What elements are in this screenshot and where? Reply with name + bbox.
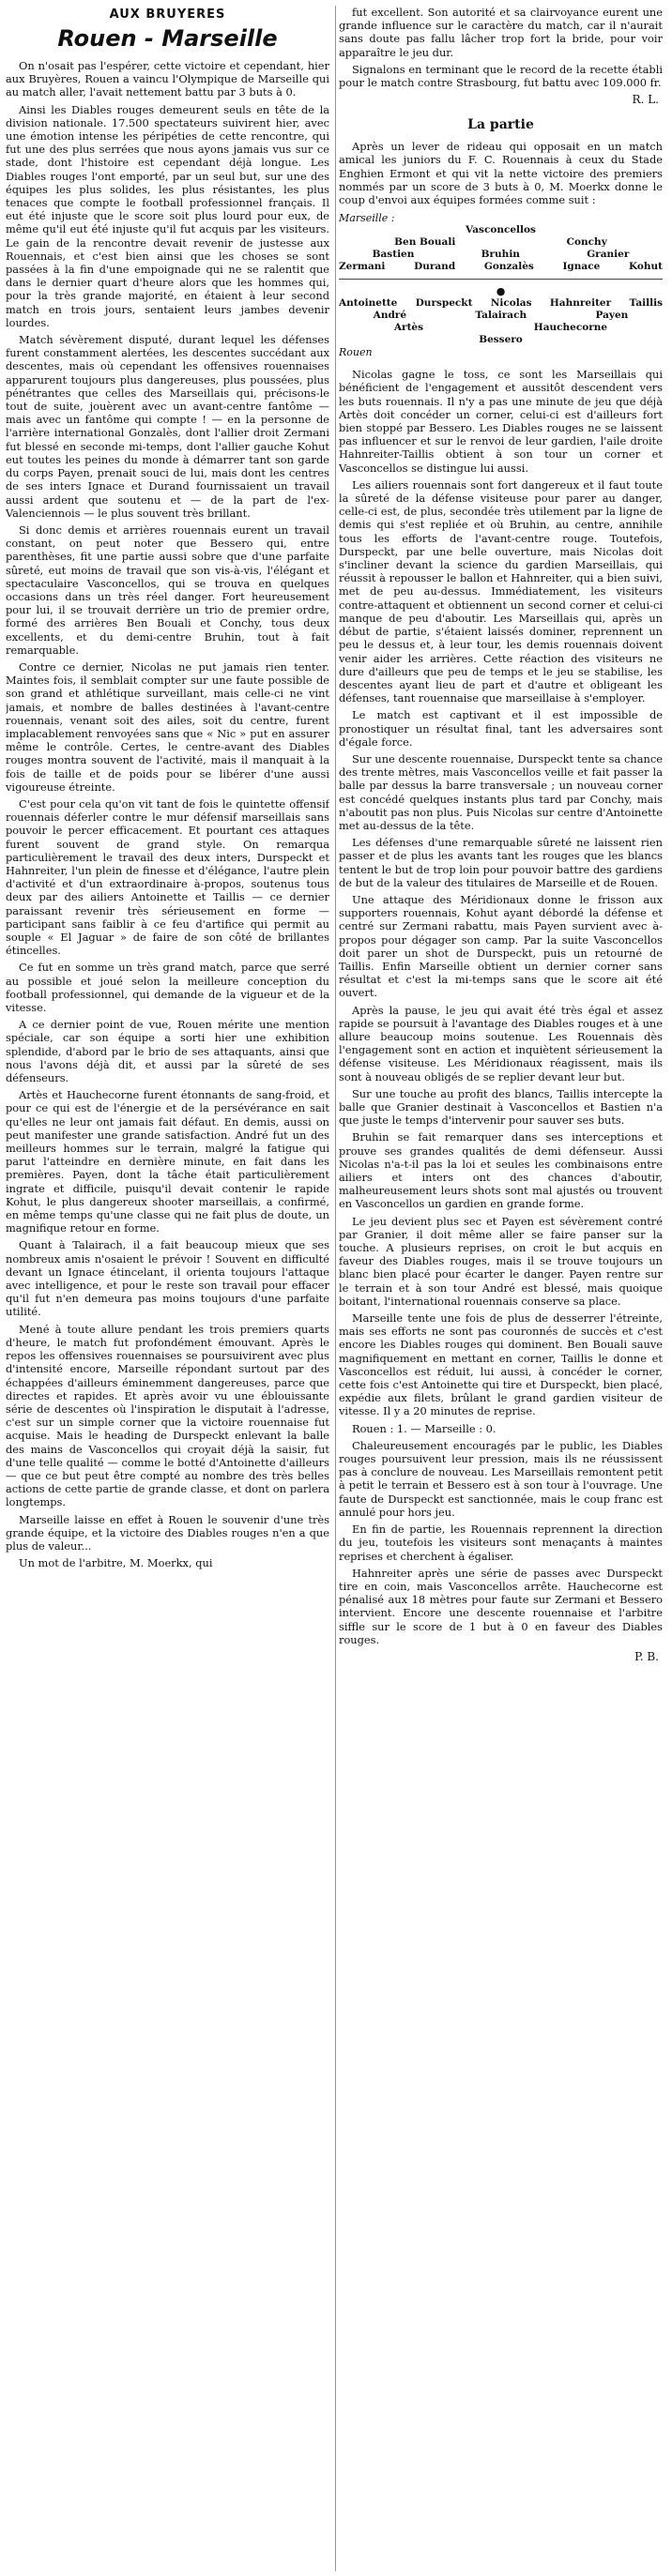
player-name: Zermani: [339, 261, 386, 273]
paragraph: Hahnreiter après une série de passes avec Durspeckt tire en coin, mais Vasconcellos arrête. Hauchecorne est pénalisé aux 18 mètres pour faute sur Zermani et Bessero intervient. Encore une descente rouennaise et l'arbitre siffle sur le score de 1 but à 0 en faveur des Diables rouges.: [339, 1566, 663, 1646]
player-name: Talairach: [475, 310, 527, 322]
player-name: Durspeckt: [415, 297, 473, 310]
team-lineups: [339, 212, 663, 358]
paragraph: En fin de partie, les Rouennais reprennent la direction du jeu, toutefois les visiteurs sont menaçants à maintes reprises et cherchent à égaliser.: [339, 1523, 663, 1563]
lineup-divider: [339, 279, 663, 280]
column-divider: [335, 6, 336, 2571]
ball-icon: ●: [496, 285, 506, 298]
paragraph: Chaleureusement encouragés par le public, les Diables rouges poursuivent leur pression, mais ils ne réussissent pas à conclure de nouveau. Les Marseillais remontent petit à petit le terrain et Bessero est à son tour à l'ouvrage. Une faute de Durspeckt est sanctionnée, mais le coup franc est annulé pour hors jeu.: [339, 1438, 663, 1519]
player-name: Antoinette: [339, 297, 398, 310]
lineup-marseille: [339, 224, 663, 273]
paragraph: Artès et Hauchecorne furent étonnants de sang-froid, et pour ce qui est de l'énergie et de la persévérance en sait qu'elles ne leur ont jamais fait défaut. En demis, aussi on peut manifester une grande satisfaction. André fut un des meilleurs hommes sur le terrain, malgré la fatigue qui parut l'atteindre en dernière minute, en fait dans les premières. Payen, dont la tâche était particulièrement ingrate et difficile, puisqu'il devait contenir le rapide Kohut, le plus dangereux shooter marseillais, a confirmé, en même temps qu'une classe qui ne fait plus de doute, un magnifique retour en forme.: [6, 1088, 329, 1235]
lineup-row: [339, 297, 663, 310]
paragraph: Ainsi les Diables rouges demeurent seuls en tête de la division nationale. 17.500 spectateurs suivirent hier, avec une émotion intense les péripéties de cette rencontre, qui fut une des plus serrées que nous ayons jamais vus sur ce stade, dont l'histoire est cependant déjà longue. Les Diables rouges l'ont emporté, par un seul but, sur une des équipes les plus solides, les plus résistantes, les plus tenaces que compte le football professionnel français. Il eut été injuste que le score soit plus lourd pour eux, de même qu'il eut été injuste qu'il fut acquis par les visiteurs. Le gain de la rencontre devait revenir de justesse aux Rouennais, et c'est bien ainsi que les choses se sont passées à la fin d'une empoignade qui ne se ralentit que dans le dernier quart d'heure alors que les hommes qui, pour la très grande majorité, en étaient à leur second match en trois jours, sentaient leurs jambes devenir lourdes.: [6, 102, 329, 329]
paragraph: Après un lever de rideau qui opposait en un match amical les juniors du F. C. Rouennais à ceux du Stade Enghien Ermont et qui vit la nette victoire des premiers nommés par un score de 3 buts à 0, M. Moerkx donne le coup d'envoi aux équipes formées comme suit :: [339, 140, 663, 207]
column-left: [6, 6, 329, 2571]
paragraph: On n'osait pas l'espérer, cette victoire et cependant, hier aux Bruyères, Rouen a vaincu l'Olympique de Marseille qui au match aller, l'avait nettement battu par 3 buts à 0.: [6, 59, 329, 99]
lineup-rouen: [339, 297, 663, 346]
lineup-row: [339, 334, 663, 346]
paragraph: Nicolas gagne le toss, ce sont les Marseillais qui bénéficient de l'engagement et aussitôt descendent vers les buts rouennais. Il n'y a pas une minute de jeu que déjà Artès doit concéder un corner, celui-ci est d'ailleurs fort bien stoppé par Bessero. Les Diables rouges ne se laissent pas influencer et sur le renvoi de leur gardien, l'aile droite Hahnreiter-Taillis obtient à son tour un corner et Vasconcellos se distingue lui aussi.: [339, 368, 663, 475]
column-left-body: [6, 59, 329, 1569]
lineup-row: [339, 261, 663, 273]
paragraph: Contre ce dernier, Nicolas ne put jamais rien tenter. Maintes fois, il semblait compter sur une faute possible de son grand et athlétique surveillant, mais celle-ci ne vint jamais, et nombre de balles destinées à l'avant-centre rouennais, venant soit des ailes, soit du centre, furent implacablement renvoyées sans que « Nic » put en assurer même le contrôle. Certes, le centre-avant des Diables rouges montra souvent de l'activité, mais il manquait à la fois de taille et de poids pour se libérer d'une aussi vigoureuse étreinte.: [6, 659, 329, 794]
player-name: Conchy: [566, 236, 607, 249]
lineup-row: [339, 249, 663, 261]
paragraph: Une attaque des Méridionaux donne le frisson aux supporters rouennais, Kohut ayant débordé la défense et centré sur Zermani rabattu, mais Payen survient avec à-propos pour dégager son camp. Par la suite Vasconcellos doit parer un shot de Durspeckt, puis un retourné de Taillis. Enfin Marseille obtient un dernier corner sans résultat et c'est la mi-temps sans que le score ait été ouvert.: [339, 892, 663, 1000]
paragraph: Après la pause, le jeu qui avait été très égal et assez rapide se poursuit à l'avantage des Diables rouges et à une allure beaucoup moins soutenue. Les Rouennais dès l'engagement sont en action et inquiètent sérieusement la défense visiteuse. Les Méridionaux réagissent, mais ils sont à nouveau obligés de se replier devant leur but.: [339, 1003, 663, 1083]
paragraph: Le jeu devient plus sec et Payen est sévèrement contré par Granier, il doit même aller se faire panser sur la touche. A plusieurs reprises, on croit le but acquis en faveur des Diables rouges, mais il se trouve toujours un blanc bien placé pour écarter le danger. Payen rentre sur le terrain et à son tour André est blessé, mais quoique boitant, l'international rouennais conserve sa place.: [339, 1214, 663, 1308]
section-heading: La partie: [467, 117, 534, 133]
player-name: Payen: [595, 310, 629, 322]
paragraph: Quant à Talairach, il a fait beaucoup mieux que ses nombreux amis n'osaient le prévoir ! Souvent en difficulté devant un Ignace étincelant, il orienta toujours l'attaque avec intelligence, et pour le reste son travail pour effacer qu'il fut n'en demeura pas moins toujours d'une parfaite utilité.: [6, 1238, 329, 1319]
team-label-marseille: Marseille :: [339, 212, 395, 225]
paragraph: Rouen : 1. — Marseille : 0.: [352, 1421, 496, 1435]
player-name: André: [373, 310, 407, 322]
partie-intro: [339, 140, 663, 206]
player-name: Hahnreiter: [549, 297, 612, 310]
paragraph: Mené à toute allure pendant les trois premiers quarts d'heure, le match fut profondément émouvant. Après le repos les offensives rouennaises se poursuivirent avec plus d'intensité encore, Marseille répondant surtout par des échappées d'ailleurs éminemment dangereuses, parce que directes et rapides. Et après avoir vu une éblouissante série de descentes où l'inspiration le disputait à l'adresse, c'est sur un simple corner que la victoire rouennaise fut acquise. Mais le heading de Durspeckt enlevant la balle des mains de Vasconcellos qui croyait déjà la saisir, fut d'une telle qualité — comme le botté d'Antoinette d'ailleurs — que ce but peut être compté au nombre des très belles actions de cette partie de grande classe, et dont on parlera longtemps.: [6, 1322, 329, 1509]
column-right-intro: [339, 6, 663, 89]
paragraph: Si donc demis et arrières rouennais eurent un travail constant, on peut noter que Bessero qui, entre parenthèses, fit une partie aussi sobre que d'une parfaite sûreté, eut moins de travail que son vis-à-vis, l'élégant et spectaculaire Vasconcellos, qui se trouva en quelques occasions dans un très réel danger. Fort heureusement pour lui, il se trouvait derrière un trio de premier ordre, formé des arrières Ben Bouali et Conchy, tous deux excellents, et du demi-centre Bruhin, tout à fait remarquable.: [6, 523, 329, 657]
paragraph: Sur une descente rouennaise, Durspeckt tente sa chance des trente mètres, mais Vasconcellos veille et fait passer la balle par dessus la barre transversale ; un nouveau corner est concédé quelques instants plus tard par Conchy, mais n'aboutit pas non plus. Puis Nicolas sur centre d'Antoinette met au-dessus de la tête.: [339, 751, 663, 832]
paragraph: Les ailiers rouennais sont fort dangereux et il faut toute la sûreté de la défense visiteuse pour parer au danger, celle-ci est, de plus, secondée très utilement par la ligne de demis qui s'est repliée et où Bruhin, au centre, annihile tous les efforts de l'avant-centre rouge. Toutefois, Durspeckt, par une belle ouverture, mais Nicolas doit s'incliner devant la science du gardien Marseillais, qui réussit à repousser le ballon et Hahnreiter, qui a bien suivi, met de peu au-dessus. Immédiatement, les visiteurs contre-attaquent et obtiennent un second corner et celui-ci manque de peu d'aboutir. Les Marseillais qui, après un début de partie, s'étaient laissés dominer, reprennent un peu le dessus et, à leur tour, les demis rouennais doivent venir aider les arrières. Cette réaction des visiteurs ne dure d'ailleurs que peu de temps et le jeu se stabilise, les descentes ayant lieu de part et d'autre et obligeant les défenses, tant rouennaise que marseillaise à s'employer.: [339, 477, 663, 705]
paragraph: Le match est captivant et il est impossible de pronostiquer un résultat final, tant les adversaires sont d'égale force.: [339, 708, 663, 749]
player-name: Hauchecorne: [533, 322, 608, 334]
match-report-body: [339, 368, 663, 1646]
paragraph: Marseille tente une fois de plus de desserrer l'étreinte, mais ses efforts ne sont pas couronnés de succès et c'est encore les Diables rouges qui dominent. Ben Bouali sauve magnifiquement en mettant en corner, Taillis le donne et Vasconcellos est réduit, lui aussi, à concéder le corner, cette fois c'est Antoinette qui tire et Durspeckt, bien placé, expédie aux filets, brûlant le grand gardien visiteur de vitesse. Il y a 20 minutes de reprise.: [339, 1311, 663, 1418]
team-label-rouen: Rouen: [339, 346, 373, 359]
player-name: Artès: [393, 322, 424, 334]
paragraph: Signalons en terminant que le record de la recette établi pour le match contre Strasbourg, fut battu avec 109.000 fr.: [339, 62, 663, 90]
player-name: Bastien: [372, 249, 415, 261]
paragraph: Sur une touche au profit des blancs, Taillis intercepte la balle que Granier destinait à Vasconcellos et Bastien n'a que juste le temps d'intervenir pour sauver ses buts.: [339, 1086, 663, 1128]
paragraph: Marseille laisse en effet à Rouen le souvenir d'une très grande équipe, et la victoire des Diables rouges n'en a que plus de valeur...: [6, 1512, 329, 1553]
paragraph: Un mot de l'arbitre, M. Moerkx, qui: [19, 1556, 213, 1570]
player-name: Gonzalès: [483, 261, 534, 273]
lineup-row: [339, 322, 663, 334]
signature-pb: P. B.: [634, 1649, 659, 1663]
headline: Rouen - Marseille: [57, 25, 278, 52]
player-name: Vasconcellos: [466, 224, 536, 236]
column-right: [339, 6, 663, 2571]
paragraph: Ce fut en somme un très grand match, parce que serré au possible et joué selon la meilleure conception du football professionnel, qui demande de la vigueur et de la vitesse.: [6, 961, 329, 1015]
kicker: AUX BRUYERES: [109, 8, 226, 22]
lineup-row: [339, 310, 663, 322]
paragraph: Match sévèrement disputé, durant lequel les défenses furent constamment alertées, les descentes succédant aux descentes, mais où cependant les offensives rouennaises apparurent toujours plus dangereuses, plus poussées, plus pénétrantes que celles des Marseillais qui, précisons-le tout de suite, jouèrent avec un avant-centre fantôme — mais avec un fantôme qui compte ! — en la personne de l'arrière international Gonzalès, dont l'allier droit Zermani fut blessé en seconde mi-temps, dont l'allier gauche Kohut eut toutes les peines du monde à démarrer tant son garde du corps Payen, prenait souci de lui, mais dont les centres de ses inters Ignace et Durand fournissaient un travail aussi ardent que soutenu et — de la part de l'ex-Valenciennois — le plus souvent très brillant.: [6, 333, 329, 520]
player-name: Ignace: [562, 261, 601, 273]
signature-rl: R. L.: [632, 93, 659, 107]
paragraph: A ce dernier point de vue, Rouen mérite une mention spéciale, car son équipe a sorti hier une exhibition splendide, d'abord par le brio de ses attaquants, ainsi que nous l'avons déjà dit, et aussi par la sûreté de ses défenseurs.: [6, 1018, 329, 1085]
paragraph: fut excellent. Son autorité et sa clairvoyance eurent une grande influence sur le caractère du match, car il n'aurait sans doute pas fallu lâcher trop fort la bride, pour voir apparaître le jeu dur.: [339, 6, 663, 59]
player-name: Kohut: [628, 261, 663, 273]
lineup-row: [339, 236, 663, 249]
player-name: Bessero: [479, 334, 523, 346]
player-name: Taillis: [629, 297, 663, 310]
paragraph: Bruhin se fait remarquer dans ses interceptions et prouve ses grandes qualités de demi défenseur. Aussi Nicolas n'a-t-il pas la loi et seules les combinaisons entre ailiers et inters ont des chances d'aboutir, malheureusement leurs shots sont mal ajustés ou trouvent en Vasconcellos un gardien en grande forme.: [339, 1130, 663, 1211]
player-name: Ben Bouali: [394, 236, 456, 249]
player-name: Granier: [587, 249, 630, 261]
player-name: Durand: [414, 261, 456, 273]
paragraph: C'est pour cela qu'on vit tant de fois le quintette offensif rouennais déferler contre le mur défensif marseillais sans pouvoir le percer efficacement. Et pourtant ces attaques furent souvent de grand style. On remarqua particulièrement le travail des deux inters, Durspeckt et Hahnreiter, l'un plein de finesse et d'élégance, l'autre plein d'activité et d'un extraordinaire à-propos, soutenus tous deux par des ailiers Antoinette et Taillis — ce dernier paraissant revenir très sérieusement en forme — participant sans faiblir à ce feu d'artifice qui permit au souple « El Jaguar » de faire de son côté de brillantes étincelles.: [6, 796, 329, 958]
player-name: Nicolas: [490, 297, 532, 310]
lineup-row: [339, 224, 663, 236]
player-name: Bruhin: [481, 249, 520, 261]
paragraph: Les défenses d'une remarquable sûreté ne laissent rien passer et de plus les avants tant les rouges que les blancs tentent le but de trop loin pour pouvoir battre des gardiens de but de la valeur des titulaires de Marseille et de Rouen.: [339, 836, 663, 889]
